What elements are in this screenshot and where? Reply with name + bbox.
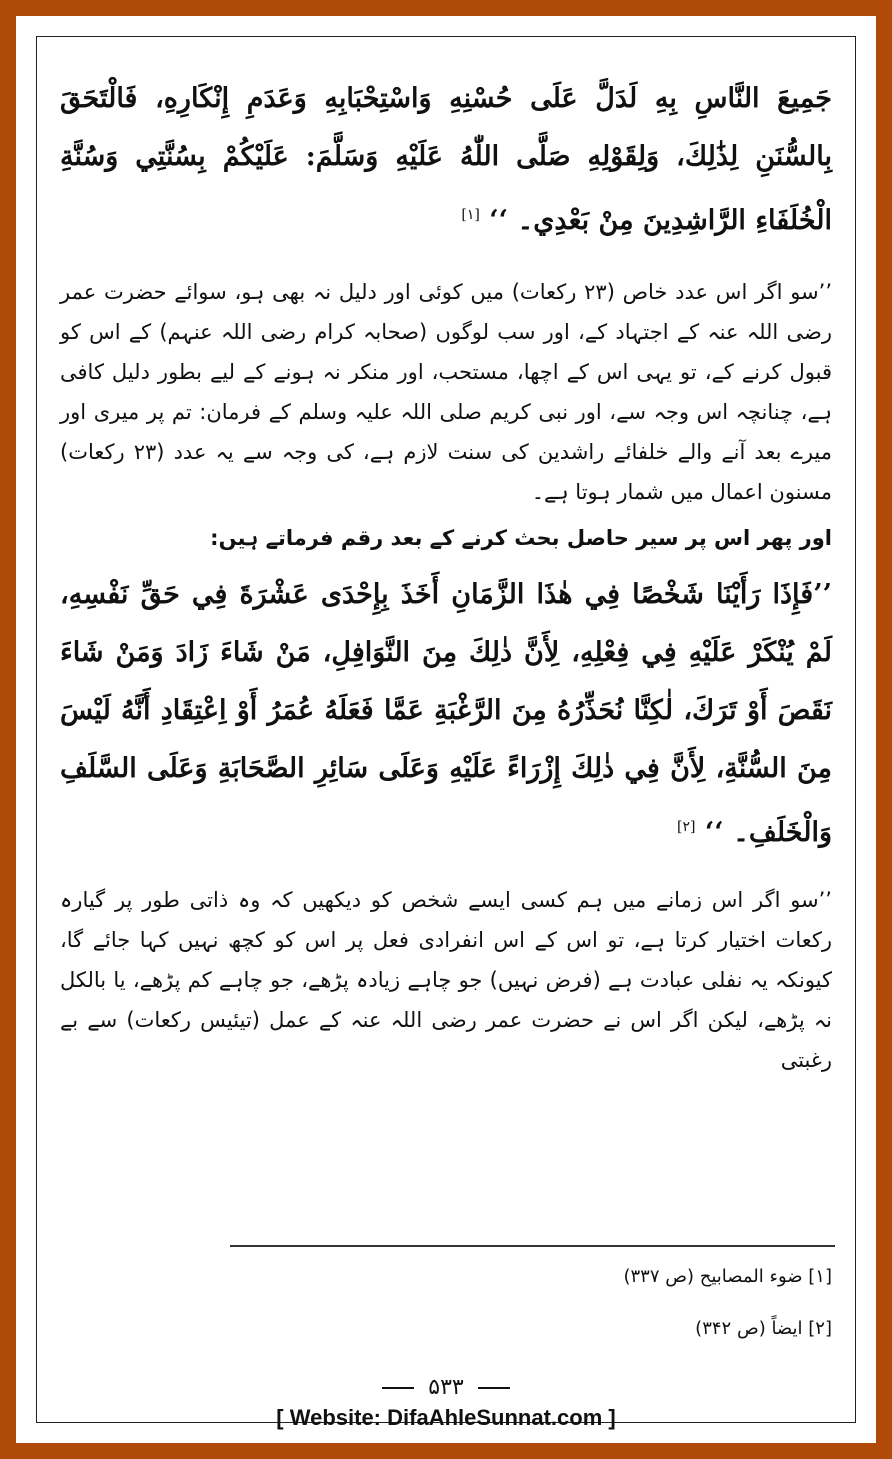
- page-number-dash-right: [478, 1387, 510, 1389]
- footnote-2: [۲] ایضاً (ص ۳۴۲): [695, 1318, 832, 1339]
- urdu-translation-2: ’’سو اگر اس زمانے میں ہم کسی ایسے شخص کو دیکھیں کہ وہ ذاتی طور پر گیارہ رکعات اختیار کرتا ہے، تو اس کے اس انفرادی فعل پر اس کو کچھ نہیں کہا جائے گا، کیونکہ یہ نفلی عبادت ہے (فرض نہیں) جو چاہے زیادہ پڑھے، جو چاہے کم پڑھے، یا بالکل نہ پڑھے، لیکن اگر اس نے حضرت عمر رضی اللہ عنہ کے عمل (تیئیس رکعات) سے بے رغبتی: [60, 888, 832, 1072]
- lead-in-sentence: اور پھر اس پر سیر حاصل بحث کرنے کے بعد رقم فرماتے ہیں:: [210, 526, 832, 550]
- footnote-1: [۱] ضوء المصابیح (ص ۳۳۷): [623, 1266, 832, 1287]
- footnote-ref-2: [۲]: [677, 819, 696, 835]
- urdu-translation-1: ’’سو اگر اس عدد خاص (۲۳ رکعات) میں کوئی اور دلیل نہ بھی ہو، سوائے حضرت عمر رضی اللہ عنہ کے اجتہاد کے، اور سب لوگوں (صحابہ کرام رضی اللہ عنہم) کے اس کو قبول کرنے کے، تو یہی اس کے اچھا، مستحب، اور منکر نہ ہونے کے لیے بطور دلیل کافی ہے، چنانچہ اس وجہ سے، اور نبی کریم صلی اللہ علیہ وسلم کے فرمان: تم پر میری اور میرے بعد آنے والے خلفائے راشدین کی سنت لازم ہے، کی وجہ سے یہ عدد (۲۳ رکعات) مسنون اعمال میں شمار ہوتا ہے۔: [60, 280, 832, 504]
- arabic-quote-1-text: جَمِيعَ النَّاسِ بِهِ لَدَلَّ عَلَى حُسْنِهِ وَاسْتِحْبَابِهِ وَعَدَمِ إِنْكَارِهِ، فَالْتَحَقَ بِالسُّنَنِ لِذَٰلِكَ، وَلِقَوْلِهِ صَلَّى اللّٰهُ عَلَيْهِ وَسَلَّمَ: عَلَيْكُمْ بِسُنَّتِي وَسُنَّةِ الْخُلَفَاءِ الرَّاشِدِينَ مِنْ بَعْدِي۔ ‘‘: [60, 83, 832, 236]
- website-banner: [ Website: DifaAhleSunnat.com ]: [276, 1405, 616, 1430]
- page-number-text: ۵۳۳: [428, 1375, 464, 1400]
- arabic-quote-1: [60, 70, 832, 250]
- page-number-dash-left: [382, 1387, 414, 1389]
- footnote-divider: [230, 1245, 835, 1247]
- footnote-ref-1: [۱]: [461, 207, 480, 223]
- page-number: [0, 1375, 892, 1400]
- arabic-quote-2-text: ’’فَإِذَا رَأَيْنَا شَخْصًا فِي هٰذَا الزَّمَانِ أَخَذَ بِإِحْدَى عَشْرَةَ فِي حَقِّ نَفْسِهِ، لَمْ يُنْكَرْ عَلَيْهِ فِي فِعْلِهِ، لِأَنَّ ذٰلِكَ مِنَ النَّوَافِلِ، مَنْ شَاءَ زَادَ وَمَنْ شَاءَ نَقَصَ أَوْ تَرَكَ، لٰكِنَّا نُحَذِّرُهُ مِنَ الرَّغْبَةِ عَمَّا فَعَلَهُ عُمَرُ أَوْ اِعْتِقَادِ أَنَّهُ لَيْسَ مِنَ السُّنَّةِ، لِأَنَّ فِي ذٰلِكَ إِزْرَاءً عَلَيْهِ وَعَلَى سَائِرِ الصَّحَابَةِ وَعَلَى السَّلَفِ وَالْخَلَفِ۔ ‘‘: [60, 579, 832, 848]
- arabic-quote-2: [60, 566, 832, 862]
- page-body: [60, 60, 832, 1080]
